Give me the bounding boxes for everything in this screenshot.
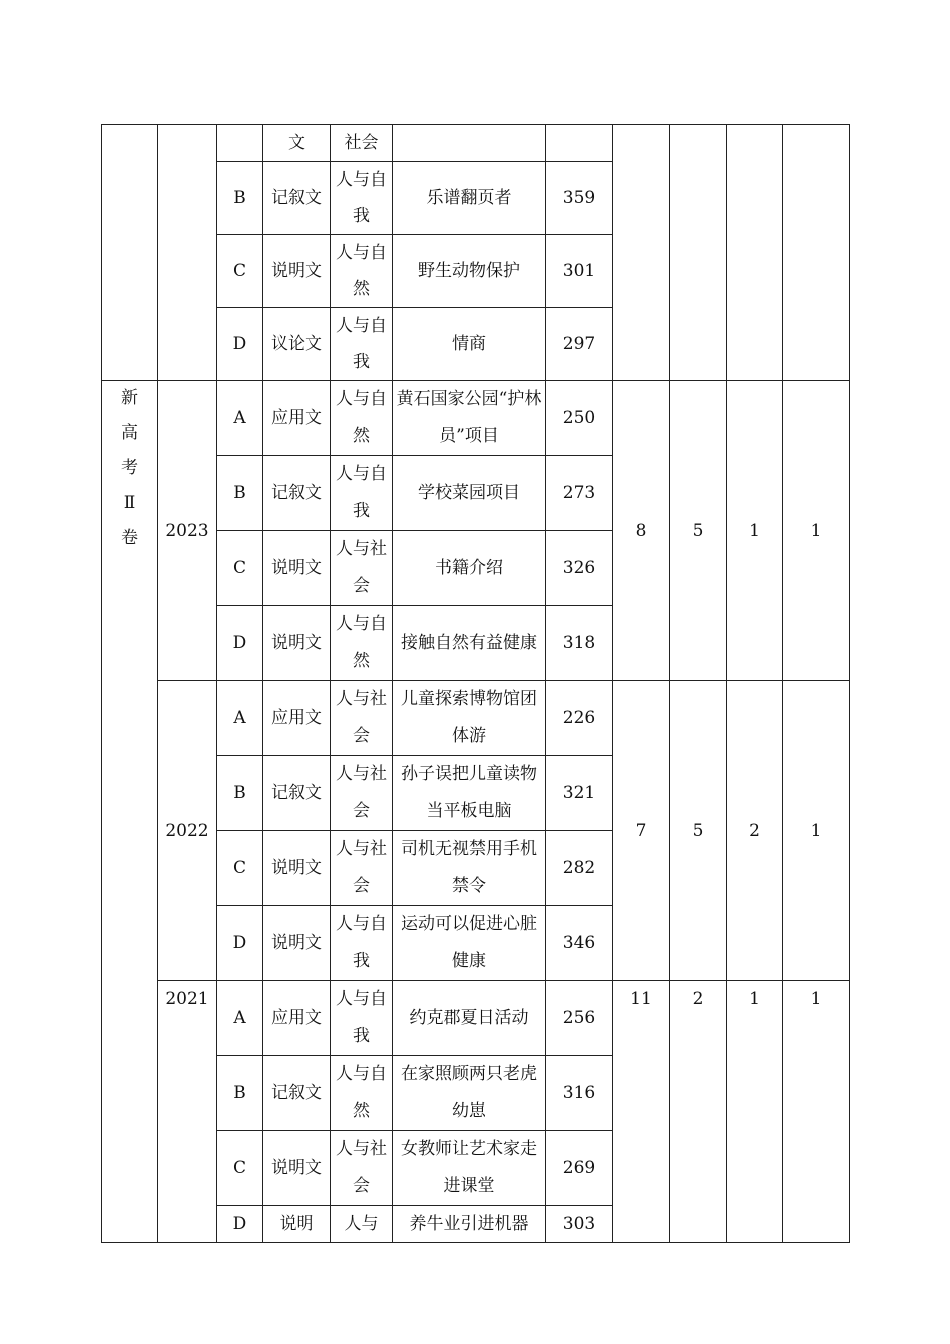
stat-cell: [670, 125, 727, 381]
title-cell: 接触自然有益健康: [393, 606, 546, 681]
theme-cell: 人与自我: [331, 308, 393, 381]
table-row: [102, 681, 850, 756]
genre-cell: 议论文: [263, 308, 331, 381]
word-count-cell: 250: [546, 381, 613, 456]
stat-cell: [727, 125, 783, 381]
year-cell: 2023: [158, 381, 217, 681]
passage-letter: D: [217, 308, 263, 381]
title-cell: 女教师让艺术家走进课堂: [393, 1131, 546, 1206]
word-count-cell: 273: [546, 456, 613, 531]
year-cell: [158, 125, 217, 381]
stat-cell: [783, 125, 850, 381]
genre-cell: 记叙文: [263, 756, 331, 831]
title-cell: 儿童探索博物馆团体游: [393, 681, 546, 756]
passage-letter: C: [217, 531, 263, 606]
genre-cell: 说明文: [263, 1131, 331, 1206]
genre-cell: 说明文: [263, 906, 331, 981]
stat-cell: 5: [670, 681, 727, 981]
genre-cell: 记叙文: [263, 1056, 331, 1131]
passage-letter: D: [217, 606, 263, 681]
passage-letter: [217, 125, 263, 162]
passage-letter: C: [217, 235, 263, 308]
year-cell: 2021: [158, 981, 217, 1243]
exam-group-char: 卷: [121, 528, 138, 548]
theme-cell: 人与自然: [331, 381, 393, 456]
word-count-cell: 256: [546, 981, 613, 1056]
passage-letter: D: [217, 1206, 263, 1243]
theme-cell: 人与自然: [331, 235, 393, 308]
genre-cell: 应用文: [263, 981, 331, 1056]
genre-cell: 记叙文: [263, 162, 331, 235]
title-cell: 野生动物保护: [393, 235, 546, 308]
word-count-cell: 346: [546, 906, 613, 981]
genre-cell: 说明文: [263, 831, 331, 906]
passage-letter: A: [217, 981, 263, 1056]
word-count-cell: 321: [546, 756, 613, 831]
stat-cell: 1: [783, 981, 850, 1243]
word-count-cell: 269: [546, 1131, 613, 1206]
title-cell: 孙子误把儿童读物当平板电脑: [393, 756, 546, 831]
passage-letter: D: [217, 906, 263, 981]
theme-cell: 社会: [331, 125, 393, 162]
exam-group-char: 高: [121, 423, 138, 443]
theme-cell: 人与自然: [331, 1056, 393, 1131]
passage-letter: A: [217, 381, 263, 456]
title-cell: 约克郡夏日活动: [393, 981, 546, 1056]
theme-cell: 人与自我: [331, 906, 393, 981]
word-count-cell: 282: [546, 831, 613, 906]
passage-letter: B: [217, 162, 263, 235]
stat-cell: 2: [670, 981, 727, 1243]
title-cell: 书籍介绍: [393, 531, 546, 606]
stat-cell: 1: [783, 381, 850, 681]
passage-letter: C: [217, 831, 263, 906]
passage-letter: B: [217, 1056, 263, 1131]
title-cell: 养牛业引进机器: [393, 1206, 546, 1243]
theme-cell: 人与社会: [331, 831, 393, 906]
stat-cell: 1: [783, 681, 850, 981]
genre-cell: 说明文: [263, 606, 331, 681]
title-cell: 乐谱翻页者: [393, 162, 546, 235]
genre-cell: 文: [263, 125, 331, 162]
genre-cell: 应用文: [263, 681, 331, 756]
title-cell: [393, 125, 546, 162]
theme-cell: 人与社会: [331, 681, 393, 756]
word-count-cell: 297: [546, 308, 613, 381]
passage-letter: B: [217, 456, 263, 531]
word-count-cell: 301: [546, 235, 613, 308]
genre-cell: 说明文: [263, 531, 331, 606]
word-count-cell: [546, 125, 613, 162]
genre-cell: 记叙文: [263, 456, 331, 531]
theme-cell: 人与: [331, 1206, 393, 1243]
stat-cell: 7: [613, 681, 670, 981]
table-row: [102, 381, 850, 456]
theme-cell: 人与自我: [331, 162, 393, 235]
word-count-cell: 318: [546, 606, 613, 681]
title-cell: 在家照顾两只老虎幼崽: [393, 1056, 546, 1131]
word-count-cell: 226: [546, 681, 613, 756]
title-cell: 学校菜园项目: [393, 456, 546, 531]
theme-cell: 人与自然: [331, 606, 393, 681]
word-count-cell: 359: [546, 162, 613, 235]
stat-cell: 2: [727, 681, 783, 981]
theme-cell: 人与自我: [331, 981, 393, 1056]
group-label-cell: [102, 125, 158, 381]
passage-letter: B: [217, 756, 263, 831]
title-cell: 运动可以促进心脏健康: [393, 906, 546, 981]
exam-group-char: 新: [121, 388, 138, 408]
stat-cell: 1: [727, 381, 783, 681]
stat-cell: 1: [727, 981, 783, 1243]
exam-group-char: 考: [121, 458, 138, 478]
stat-cell: [613, 125, 670, 381]
word-count-cell: 303: [546, 1206, 613, 1243]
theme-cell: 人与社会: [331, 756, 393, 831]
table-row: [102, 125, 850, 162]
exam-group-cell: [102, 381, 158, 1243]
stat-cell: 8: [613, 381, 670, 681]
stat-cell: 5: [670, 381, 727, 681]
title-cell: 黄石国家公园“护林员”项目: [393, 381, 546, 456]
table-row: [102, 981, 850, 1056]
passage-letter: A: [217, 681, 263, 756]
title-cell: 情商: [393, 308, 546, 381]
stat-cell: 11: [613, 981, 670, 1243]
word-count-cell: 326: [546, 531, 613, 606]
genre-cell: 说明文: [263, 235, 331, 308]
theme-cell: 人与社会: [331, 1131, 393, 1206]
genre-cell: 说明: [263, 1206, 331, 1243]
theme-cell: 人与自我: [331, 456, 393, 531]
year-cell: 2022: [158, 681, 217, 981]
reading-passage-table: [101, 124, 850, 1243]
word-count-cell: 316: [546, 1056, 613, 1131]
exam-group-char: Ⅱ: [123, 493, 136, 513]
title-cell: 司机无视禁用手机禁令: [393, 831, 546, 906]
passage-letter: C: [217, 1131, 263, 1206]
theme-cell: 人与社会: [331, 531, 393, 606]
genre-cell: 应用文: [263, 381, 331, 456]
